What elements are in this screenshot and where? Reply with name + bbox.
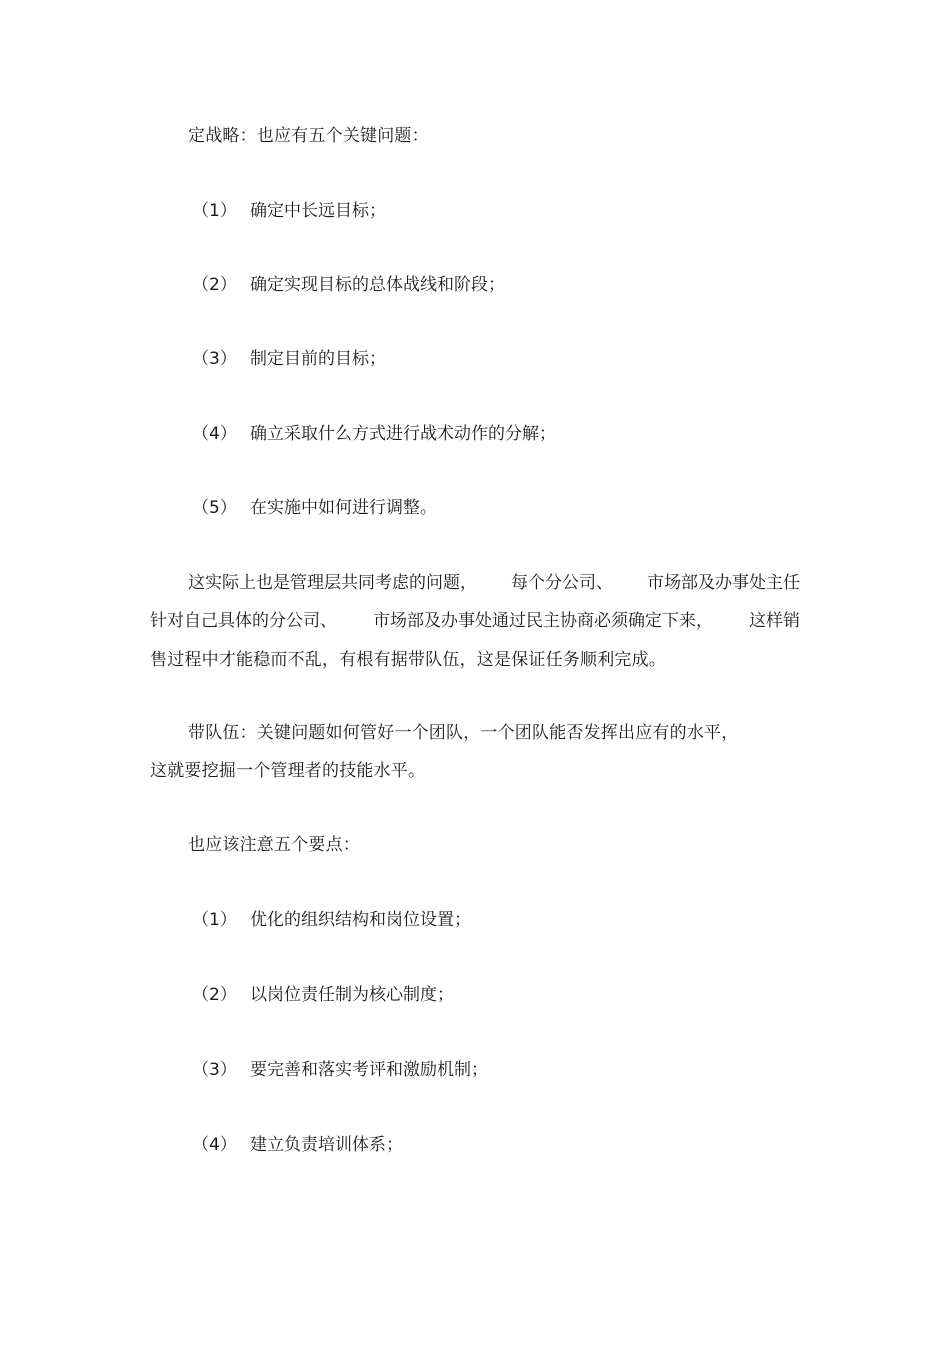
text-segment: 市场部及办事处主任 xyxy=(647,573,800,593)
item-number: （2） xyxy=(192,275,237,295)
item-text: 确立采取什么方式进行战术动作的分解； xyxy=(250,424,556,444)
paragraph-line: 售过程中才能稳而不乱，有根有据带队伍，这是保证任务顺利完成。 xyxy=(150,650,666,670)
text-segment: 市场部及办事处通过民主协商必须确定下来， xyxy=(373,611,713,631)
item-number: （2） xyxy=(192,985,237,1005)
strategy-item xyxy=(192,274,505,296)
team-heading: 也应该注意五个要点： xyxy=(188,835,360,855)
item-number: （1） xyxy=(192,910,237,930)
paragraph-line: 带队伍：关键问题如何管好一个团队，一个团队能否发挥出应有的水平， xyxy=(188,723,739,743)
item-number: （3） xyxy=(192,349,237,369)
item-number: （4） xyxy=(192,1135,237,1155)
item-text: 确定中长远目标； xyxy=(250,201,386,221)
paragraph-line xyxy=(188,572,800,594)
text-segment: 针对自己具体的分公司、 xyxy=(150,611,337,631)
item-number: （3） xyxy=(192,1060,237,1080)
item-text: 优化的组织结构和岗位设置； xyxy=(250,910,471,930)
team-item xyxy=(192,984,454,1006)
item-number: （4） xyxy=(192,424,237,444)
item-text: 在实施中如何进行调整。 xyxy=(250,498,437,518)
item-text: 要完善和落实考评和激励机制； xyxy=(250,1060,488,1080)
paragraph-line: 这就要挖掘一个管理者的技能水平。 xyxy=(150,761,426,781)
team-item xyxy=(192,1059,488,1081)
item-text: 确定实现目标的总体战线和阶段； xyxy=(250,275,505,295)
strategy-item xyxy=(192,348,386,370)
team-item xyxy=(192,1134,403,1156)
team-item xyxy=(192,909,471,931)
strategy-item xyxy=(192,200,386,222)
item-number: （5） xyxy=(192,498,237,518)
text-segment: 这样销 xyxy=(749,611,800,631)
text-segment: 这实际上也是管理层共同考虑的问题， xyxy=(188,573,477,593)
item-number: （1） xyxy=(192,201,237,221)
paragraph-line xyxy=(150,610,800,632)
strategy-item xyxy=(192,423,556,445)
item-text: 以岗位责任制为核心制度； xyxy=(250,985,454,1005)
strategy-item xyxy=(192,497,437,519)
item-text: 建立负责培训体系； xyxy=(250,1135,403,1155)
text-segment: 每个分公司、 xyxy=(511,573,613,593)
item-text: 制定目前的目标； xyxy=(250,349,386,369)
strategy-heading: 定战略：也应有五个关键问题： xyxy=(188,126,429,146)
